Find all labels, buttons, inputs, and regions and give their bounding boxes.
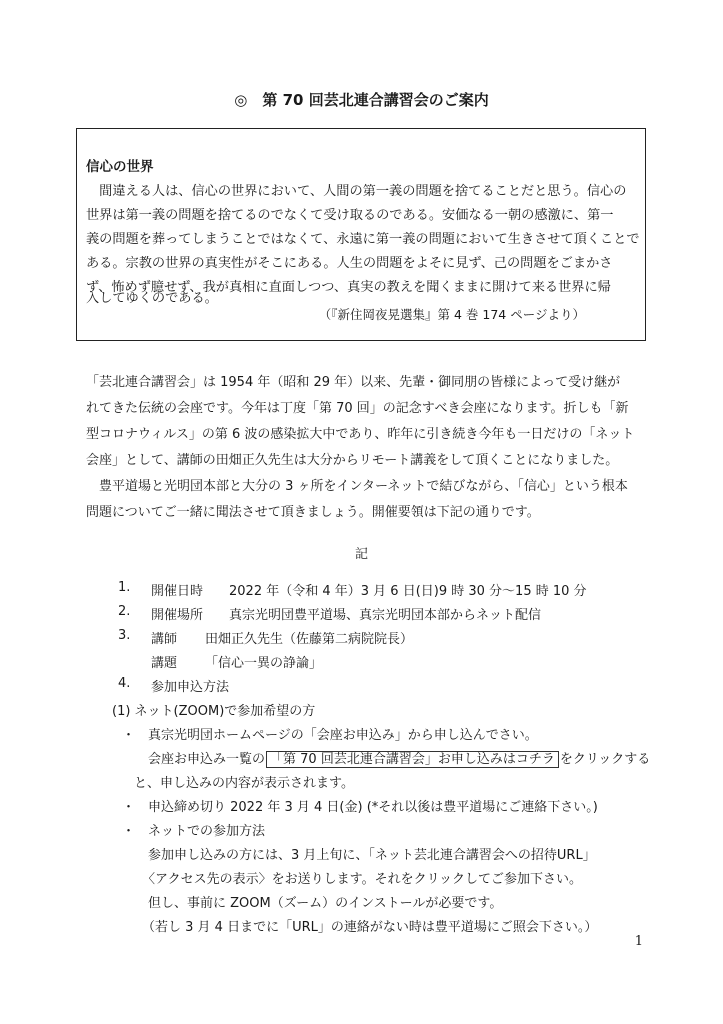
participation-text: 〈アクセス先の表示〉をお送りします。それをクリックしてご参加下さい。 — [142, 872, 583, 887]
deadline-text: 申込締め切り 2022 年 3 月 4 日(金) (*それ以後は豊平道場にご連絡下さい。) — [148, 800, 598, 815]
apply-label: 参加申込方法 — [151, 680, 230, 695]
bullet-text: 真宗光明団ホームページの「会座お申込み」から申し込んでさい。 — [148, 728, 538, 743]
bullet-icon: ・ — [122, 728, 136, 743]
page-title: ◎ 第 70 回芸北連合講習会のご案内 — [234, 91, 489, 109]
bullet-line-pre: 会座お申込み一覧の — [148, 752, 266, 767]
intro-line: 豊平道場と光明団本部と大分の 3 ヶ所をインターネットで結びながら、「信心」という根本 — [86, 479, 628, 494]
topic-value: 「信心一異の諍論」 — [205, 656, 323, 671]
quote-line: ある。宗教の世界の真実性がそこにある。人生の問題をよそに見ず、己の問題をごまかさ — [86, 256, 613, 271]
quote-line: 間違える人は、信心の世界において、人間の第一義の問題を捨てることだと思う。信心の — [86, 184, 627, 199]
intro-line: 「芸北連合講習会」は 1954 年（昭和 29 年）以来、先輩・御同朋の皆様によって受け継が — [86, 375, 621, 390]
participation-text: （若し 3 月 4 日までに「URL」の連絡がない時は豊平道場にご照会下さい。） — [142, 920, 598, 935]
bullet-text: と、申し込みの内容が表示されます。 — [134, 776, 354, 791]
participation-text: 参加申し込みの方には、3 月上旬に、「ネット芸北連合講習会への招待URL」 — [148, 848, 596, 863]
bullet-line-post: をクリックする — [559, 752, 651, 767]
quote-citation: （『新住岡夜晃選集』第 4 巻 174 ページより） — [318, 307, 585, 322]
quote-line: 入してゆくのである。 — [86, 291, 218, 306]
item-number: 1. — [118, 580, 131, 595]
quote-line: ず、怖めず臆せず、我が真相に直面しつつ、真実の教えを聞くままに開けて来る世界に帰 — [86, 280, 611, 295]
bullet-line — [148, 748, 650, 767]
intro-line: 問題についてご一緒に聞法させて頂きましょう。開催要領は下記の通りです。 — [86, 505, 540, 520]
bullet-icon: ・ — [122, 800, 136, 815]
intro-line: れてきた伝統の会座です。今年は丁度「第 70 回」の記念すべき会座になります。折しも「新 — [86, 401, 629, 416]
page-number: 1 — [634, 934, 643, 949]
topic-label: 講題 — [151, 656, 178, 671]
date-label: 開催日時 — [151, 584, 204, 599]
place-value: 真宗光明団豊平道場、真宗光明団本部からネット配信 — [229, 608, 542, 623]
quote-heading: 信心の世界 — [86, 159, 154, 175]
place-label: 開催場所 — [151, 608, 204, 623]
participation-heading: ネットでの参加方法 — [148, 824, 266, 839]
bullet-icon: ・ — [122, 824, 136, 839]
participation-text: 但し、事前に ZOOM（ズーム）のインストールが必要です。 — [148, 896, 503, 911]
date-value: 2022 年（令和 4 年）3 月 6 日(日)9 時 30 分～15 時 10 分 — [229, 584, 587, 599]
item-number: 2. — [118, 604, 131, 619]
lecturer-label: 講師 — [151, 632, 178, 647]
lecturer-value: 田畑正久先生（佐藤第二病院院長） — [205, 632, 414, 647]
intro-line: 型コロナウィルス」の第 6 波の感染拡大中であり、昨年に引き続き今年も一日だけの「ネット — [86, 427, 635, 442]
zoom-heading: (1) ネット(ZOOM)で参加希望の方 — [112, 704, 316, 719]
item-number: 4. — [118, 676, 131, 691]
quote-line: 世界は第一義の問題を捨てるのでなくて受け取るのである。安価なる一朝の感激に、第一 — [86, 208, 614, 223]
item-number: 3. — [118, 628, 131, 643]
registration-link[interactable]: 「第 70 回芸北連合講習会」お申し込みはコチラ — [266, 751, 559, 768]
quote-line: 義の問題を葬ってしまうことではなくて、永遠に第一義の問題において生きさせて頂くことで — [86, 232, 640, 247]
intro-line: 会座」として、講師の田畑正久先生は大分からリモート講義をして頂くことになりました。 — [86, 453, 619, 468]
ki-heading: 記 — [354, 547, 368, 562]
